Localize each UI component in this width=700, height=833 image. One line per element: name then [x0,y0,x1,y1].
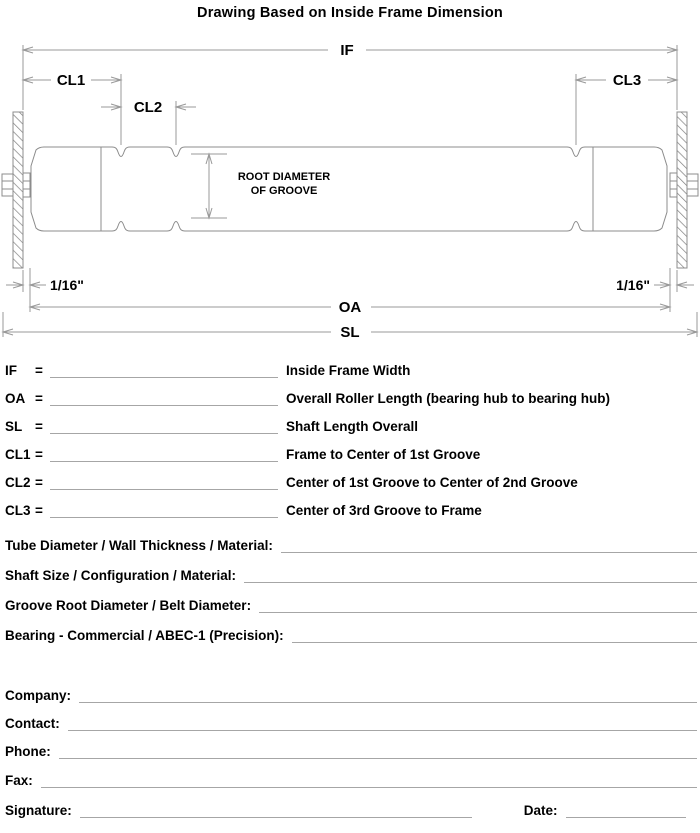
signature-row [5,804,686,818]
dim-code: SL [5,419,23,434]
if-blank-field [50,364,278,378]
label-cl3: CL3 [612,72,642,89]
roller-technical-drawing [0,0,700,360]
phone-blank-field [59,745,697,759]
label-sl: SL [340,324,360,341]
bearing-spec-blank-field [292,629,697,643]
dimension-gap-right [654,268,694,312]
contact-label: Contact: [5,716,60,731]
spec-row-groove [5,599,697,613]
frame-right [677,112,687,268]
contact-row-company [5,689,697,703]
contact-row-fax [5,774,697,788]
dim-row-cl1 [5,448,480,462]
dim-code: CL2 [5,475,31,490]
contact-label: Phone: [5,744,51,759]
dimension-gap-left [6,268,46,312]
label-gap-right: 1/16" [616,277,650,293]
label-root-diameter-2: OF GROOVE [250,185,318,197]
spec-label: Shaft Size / Configuration / Material: [5,568,237,583]
contact-label: Fax: [5,773,33,788]
contact-blank-field [68,717,697,731]
groove-spec-blank-field [259,599,697,613]
equals-sign: = [35,391,43,406]
spec-label: Bearing - Commercial / ABEC-1 (Precision): [5,628,284,643]
label-cl1: CL1 [56,72,86,89]
dim-code: OA [5,391,26,406]
contact-row-contact [5,717,697,731]
signature-blank-field [80,804,472,818]
equals-sign: = [35,363,43,378]
roller-body [31,147,667,231]
signature-label: Signature: [5,803,72,818]
date-label: Date: [523,803,558,818]
dim-description: Overall Roller Length (bearing hub to bearing hub) [286,391,611,406]
shaft-nut-right [687,174,698,196]
label-cl2: CL2 [133,99,163,116]
label-gap-left: 1/16" [50,277,84,293]
contact-label: Company: [5,688,72,703]
spec-row-bearing [5,629,697,643]
dim-row-sl [5,420,418,434]
equals-sign: = [35,475,43,490]
dim-description: Shaft Length Overall [286,419,419,434]
bearing-collar-right [670,173,677,197]
equals-sign: = [35,503,43,518]
dim-description: Inside Frame Width [286,363,411,378]
dim-description: Center of 3rd Groove to Frame [286,503,482,518]
cl3-blank-field [50,504,278,518]
dim-description: Frame to Center of 1st Groove [286,447,481,462]
company-blank-field [79,689,697,703]
shaft-spec-blank-field [244,569,697,583]
cl1-blank-field [50,448,278,462]
cl2-blank-field [50,476,278,490]
dim-description: Center of 1st Groove to Center of 2nd Groove [286,475,578,490]
spec-label: Groove Root Diameter / Belt Diameter: [5,598,252,613]
spec-row-tube [5,539,697,553]
date-blank-field [566,804,686,818]
spec-row-shaft [5,569,697,583]
contact-row-phone [5,745,697,759]
dim-code: CL3 [5,503,31,518]
spec-label: Tube Diameter / Wall Thickness / Material: [5,538,273,553]
dim-row-cl2 [5,476,578,490]
label-if: IF [340,42,354,59]
page-title: Drawing Based on Inside Frame Dimension [197,5,503,21]
frame-left [13,112,23,268]
equals-sign: = [35,447,43,462]
tube-spec-blank-field [281,539,697,553]
fax-blank-field [41,774,697,788]
label-oa: OA [338,299,362,316]
sl-blank-field [50,420,278,434]
dim-code: IF [5,363,17,378]
bearing-collar-left [23,173,30,197]
equals-sign: = [35,419,43,434]
dim-row-cl3 [5,504,482,518]
shaft-nut-left [2,174,13,196]
dim-row-if [5,364,410,378]
label-root-diameter-1: ROOT DIAMETER [237,171,331,183]
dim-row-oa [5,392,610,406]
dim-code: CL1 [5,447,31,462]
oa-blank-field [50,392,278,406]
